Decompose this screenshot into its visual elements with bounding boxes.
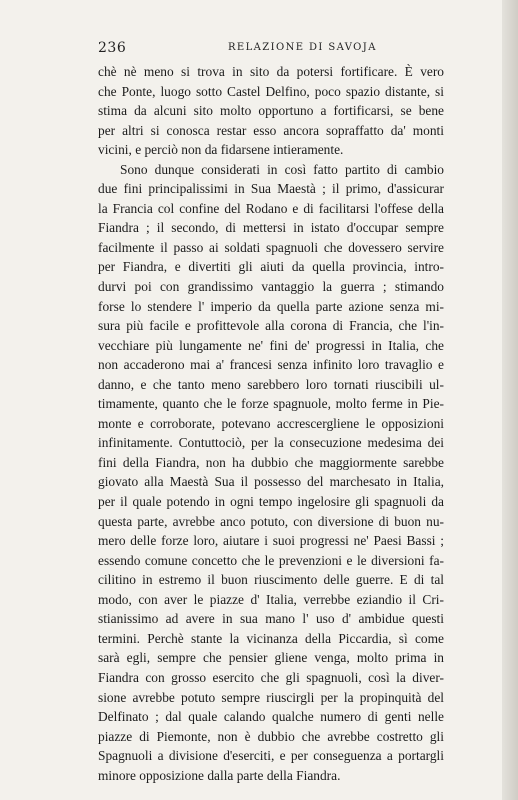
page-number: 236 <box>98 40 127 56</box>
text-line: durvi poi con grandissimo vantaggio la guerra ; stimando <box>98 279 444 295</box>
text-line: Delfinato ; dal quale calando qualche numero di genti nelle <box>98 709 444 725</box>
text-line: non accaderono mai a' francesi senza infinito loro travaglio e <box>98 357 444 373</box>
text-line: Sono dunque considerati in così fatto partito di cambio <box>120 161 444 177</box>
text-line: Fiandra ; il secondo, di mettersi in istato d'occupar sempre <box>98 220 444 236</box>
text-line: la Francia col confine del Rodano e di facilitarsi l'offese della <box>98 200 444 216</box>
text-line: sione avrebbe potuto sempre riuscirgli per la propinquità del <box>98 689 444 705</box>
text-line: chè nè meno si trova in sito da potersi fortificare. È vero <box>98 64 444 79</box>
text-line: due fini principalissimi in Sua Maestà ; il primo, d'assicurar <box>98 181 444 197</box>
text-line: facilmente il passo ai soldati spagnuoli che dovessero servire <box>98 239 444 255</box>
running-title: RELAZIONE DI SAVOJA <box>228 42 377 53</box>
text-line: sarà egli, sempre che pensier gliene venga, molto prima in <box>98 650 444 666</box>
text-line: vecchiare più lungamente ne' fini de' progressi in Italia, che <box>98 337 444 353</box>
text-line: cilitino in estremo il buon riuscimento delle guerre. E di tal <box>98 572 444 588</box>
text-line: essendo comune concetto che le prevenzioni e le diversioni fa- <box>98 552 444 568</box>
text-line: stima da alcuni sito molto opportuno a fortificarsi, se bene <box>98 103 444 119</box>
text-line: questa parte, avrebbe anco potuto, con diversione di buon nu- <box>98 513 444 529</box>
text-line: per altri si conosca restar esso ancora sopraffatto da' monti <box>98 122 444 138</box>
text-line: stianissimo ad avere in sua mano l' uso d' ambidue questi <box>98 611 444 627</box>
text-line: Fiandra con grosso esercito che gli spagnuoli, così la diver- <box>98 669 444 685</box>
scan-edge-shadow <box>502 0 518 800</box>
text-line: vicini, e perciò non da fidarsene intieramente. <box>98 142 344 158</box>
text-line: fini della Fiandra, non ha dubbio che maggiormente sarebbe <box>98 454 444 470</box>
text-line: Spagnuoli a divisione d'eserciti, e per conseguenza a portargli <box>98 748 444 764</box>
text-line: timamente, quanto che le forze spagnuole, molto ferme in Pie- <box>98 396 444 412</box>
text-line: giovato alla Maestà Sua il possesso del marchesato in Italia, <box>98 474 444 490</box>
text-line: per il quale potendo in ogni tempo ingelosire gli spagnuoli da <box>98 494 444 510</box>
text-line: infinitamente. Contuttociò, per la consecuzione medesima dei <box>98 435 444 451</box>
text-line: monte e corroborate, potevano accrescergliene le opposizioni <box>98 415 444 431</box>
text-line: per Fiandra, e divertiti gli aiuti da quella provincia, intro- <box>98 259 444 275</box>
text-line: modo, con aver le piazze d' Italia, verrebbe eziandio il Cri- <box>98 591 444 607</box>
page-header <box>98 40 448 56</box>
text-line: sura più facile e profittevole alla corona di Francia, che l'in- <box>98 318 444 334</box>
text-line: termini. Perchè stante la vicinanza della Piccardia, sì come <box>98 630 444 646</box>
text-line: che Ponte, luogo sotto Castel Delfino, poco spazio distante, si <box>98 83 444 99</box>
text-line: danno, e che tanto meno sarebbero loro tornati riuscibili ul- <box>98 376 444 392</box>
text-line: mero delle forze loro, aiutare i suoi progressi ne' Paesi Bassi ; <box>98 533 444 549</box>
text-line: minore opposizione dalla parte della Fiandra. <box>98 767 341 783</box>
text-line: piazze di Piemonte, non è dubbio che avrebbe costretto gli <box>98 728 444 744</box>
body-text <box>98 62 444 785</box>
text-line: forse lo stendere l' imperio da quella parte azione senza mi- <box>98 298 444 314</box>
